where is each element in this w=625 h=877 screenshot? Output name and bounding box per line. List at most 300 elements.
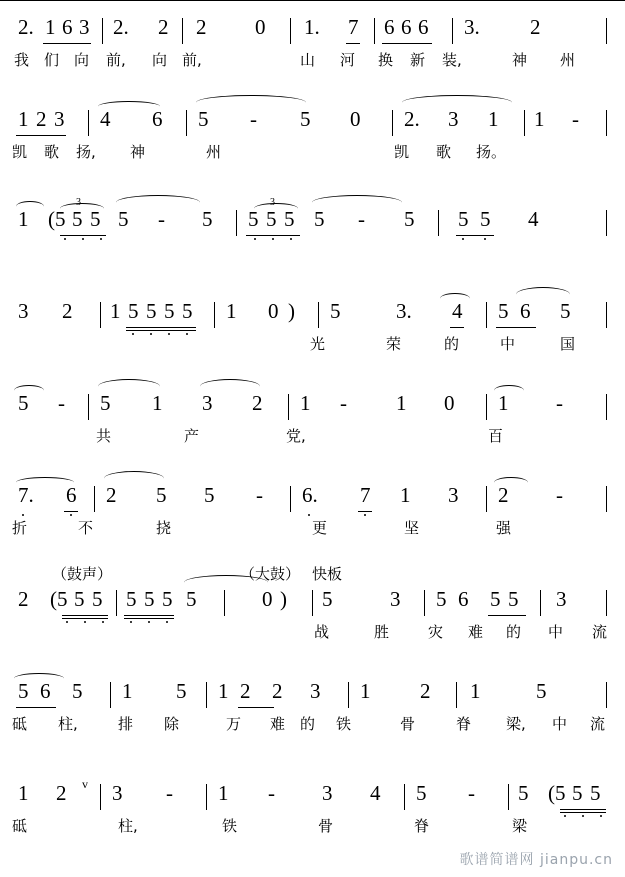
lyric: 脊 (414, 817, 430, 835)
note: 5 (248, 207, 259, 231)
note: 4 (370, 781, 381, 805)
lyric: 中 (548, 623, 564, 641)
barline (524, 110, 525, 136)
slur (14, 673, 64, 684)
lyric: 坚 (404, 519, 420, 537)
lyric: 挠 (156, 519, 172, 537)
beam (450, 327, 464, 328)
note: ) (280, 587, 287, 611)
note: 5 (490, 587, 501, 611)
lyric: 砥 (12, 715, 28, 733)
slur (14, 385, 44, 396)
note: 3 (390, 587, 401, 611)
note: 2 (56, 781, 67, 805)
lyric: 难 (468, 623, 484, 641)
note: 5 (204, 483, 215, 507)
note: 6 (40, 679, 51, 703)
note: 1 (300, 391, 311, 415)
note: 1 (498, 391, 509, 415)
system-9-notes (0, 772, 625, 812)
barline (94, 486, 95, 512)
note: - (340, 391, 347, 415)
note: 1 (360, 679, 371, 703)
annotation: （大鼓） (240, 567, 301, 583)
note: 1 (470, 679, 481, 703)
barline (88, 394, 89, 420)
system-8-notes (0, 670, 625, 710)
note: 5 (498, 299, 509, 323)
beam (560, 809, 606, 810)
system-9 (0, 772, 625, 840)
note: 5 (458, 207, 469, 231)
lyric: 凯 (12, 143, 28, 161)
note: - (250, 107, 257, 131)
beam (246, 235, 300, 236)
slur (200, 379, 260, 394)
note: 0 (350, 107, 361, 131)
barline (606, 210, 607, 236)
note: 2 (106, 483, 117, 507)
lyric: 更 (312, 519, 328, 537)
note: 5 (100, 391, 111, 415)
barline (100, 784, 101, 810)
barline (486, 302, 487, 328)
note: 1 (110, 299, 121, 323)
beam (126, 327, 196, 328)
note: (5 (548, 781, 566, 805)
note: - (358, 207, 365, 231)
note: 5 (518, 781, 529, 805)
barline (102, 18, 103, 44)
system-1-notes (0, 6, 625, 46)
beam (16, 707, 56, 708)
lyric: 不 (78, 519, 94, 537)
system-6-lyrics (0, 514, 625, 542)
system-2-lyrics (0, 138, 625, 166)
note: 7 (360, 483, 371, 507)
note: 0 (255, 15, 266, 39)
lyric: 中 (500, 335, 516, 353)
note: 5 (300, 107, 311, 131)
note: 2 (240, 679, 251, 703)
lyric: 州 (560, 51, 576, 69)
note: 6 (458, 587, 469, 611)
triplet-marker: 3 (270, 197, 275, 208)
note: 5 (182, 299, 193, 323)
note: 7. (18, 483, 34, 507)
barline (224, 590, 225, 616)
lyric: 我 (14, 51, 30, 69)
lyric: 脊 (456, 715, 472, 733)
note: 1. (304, 15, 320, 39)
system-3-notes (0, 198, 625, 238)
lyric: 共 (96, 427, 112, 445)
system-5-notes (0, 382, 625, 422)
barline (100, 302, 101, 328)
beam (238, 707, 274, 708)
lyric: 柱, (58, 715, 78, 733)
barline (206, 682, 207, 708)
lyric: 产 (184, 427, 200, 445)
system-3-lyrics (0, 238, 625, 266)
lyric: 神 (130, 143, 146, 161)
system-7-lyrics (0, 618, 625, 646)
note: 2. (404, 107, 420, 131)
system-3 (0, 198, 625, 266)
barline (424, 590, 425, 616)
note: 2 (498, 483, 509, 507)
note: 1 (152, 391, 163, 415)
lyric: 流 (592, 623, 608, 641)
system-1 (0, 6, 625, 74)
note: 7 (348, 15, 359, 39)
lyric: 河 (340, 51, 356, 69)
note: 5 (590, 781, 601, 805)
note: 5 (128, 299, 139, 323)
beam (496, 327, 536, 328)
slur (312, 195, 402, 210)
note: (5 (48, 207, 66, 231)
barline (236, 210, 237, 236)
note: 3 (556, 587, 567, 611)
lyric: 新 (410, 51, 426, 69)
barline (606, 682, 607, 708)
lyric: 难 (270, 715, 286, 733)
note: 5 (202, 207, 213, 231)
lyric: 荣 (386, 335, 402, 353)
note: 5 (72, 679, 83, 703)
note: 5 (156, 483, 167, 507)
note: 5 (330, 299, 341, 323)
lyric: 砥 (12, 817, 28, 835)
note: 5 (146, 299, 157, 323)
note: 2 (420, 679, 431, 703)
lyric: 灾 (428, 623, 444, 641)
beam (358, 511, 372, 512)
lyric: 中 (552, 715, 568, 733)
note: 1 (396, 391, 407, 415)
lyric: 前, (106, 51, 126, 69)
lyric: 战 (314, 623, 330, 641)
system-8 (0, 670, 625, 738)
barline (438, 210, 439, 236)
system-2 (0, 98, 625, 166)
note: 3 (310, 679, 321, 703)
barline (348, 682, 349, 708)
lyric: 万 (226, 715, 242, 733)
note: 3 (112, 781, 123, 805)
system-5 (0, 382, 625, 450)
beam (124, 615, 174, 616)
system-9-lyrics (0, 812, 625, 840)
note: 5 (162, 587, 173, 611)
note: 5 (74, 587, 85, 611)
note: 1 (218, 781, 229, 805)
note: 1 (18, 107, 29, 131)
barline (404, 784, 405, 810)
barline (214, 302, 215, 328)
note: 4 (100, 107, 111, 131)
note: 1 (18, 207, 29, 231)
note: 6. (302, 483, 318, 507)
annotation: 快板 (312, 567, 343, 583)
note: 1 (18, 781, 29, 805)
system-2-notes (0, 98, 625, 138)
note: 5 (72, 207, 83, 231)
system-8-lyrics (0, 710, 625, 738)
lyric: 换 (378, 51, 394, 69)
annotation: （鼓声） (52, 567, 113, 583)
note: 1 (400, 483, 411, 507)
beam (62, 615, 108, 616)
lyric: 铁 (222, 817, 238, 835)
slur (116, 195, 200, 210)
slur (60, 203, 104, 214)
beam (16, 135, 66, 136)
lyric: 国 (560, 335, 576, 353)
lyric: 歌 (436, 143, 452, 161)
system-4-notes (0, 290, 625, 330)
lyric: 百 (488, 427, 504, 445)
note: 2 (196, 15, 207, 39)
note: 4 (452, 299, 463, 323)
barline (186, 110, 187, 136)
slur (196, 95, 306, 110)
lyric: 前, (182, 51, 202, 69)
note: 2 (158, 15, 169, 39)
note: - (556, 391, 563, 415)
note: 2. (113, 15, 129, 39)
slur (254, 203, 298, 214)
note: 3 (448, 483, 459, 507)
note: 3 (448, 107, 459, 131)
note: 3 (54, 107, 65, 131)
note: 5 (176, 679, 187, 703)
note: 3 (79, 15, 90, 39)
note: 5 (436, 587, 447, 611)
barline (452, 18, 453, 44)
note: 1 (534, 107, 545, 131)
system-7-notes (0, 566, 625, 618)
note: 5 (90, 207, 101, 231)
barline (540, 590, 541, 616)
lyric: 除 (164, 715, 180, 733)
slur (16, 201, 44, 212)
note: 5 (322, 587, 333, 611)
lyric: 党, (286, 427, 306, 445)
slur (184, 575, 268, 590)
barline (374, 18, 375, 44)
barline (486, 394, 487, 420)
note: 5 (536, 679, 547, 703)
note: 0 (268, 299, 279, 323)
note: 5 (508, 587, 519, 611)
system-6 (0, 474, 625, 542)
note: 5 (404, 207, 415, 231)
barline (486, 486, 487, 512)
barline (110, 682, 111, 708)
mark: v (82, 777, 88, 791)
note: 5 (284, 207, 295, 231)
note: 2 (18, 587, 29, 611)
beam (60, 235, 106, 236)
note: 5 (198, 107, 209, 131)
site-watermark: 歌谱简谱网 jianpu.cn (459, 852, 613, 868)
system-4-lyrics (0, 330, 625, 358)
lyric: 扬, (76, 143, 96, 161)
note: 1 (226, 299, 237, 323)
barline (290, 486, 291, 512)
lyric: 们 (44, 51, 60, 69)
note: 0 (444, 391, 455, 415)
note: 2. (18, 15, 34, 39)
note: 6 (520, 299, 531, 323)
note: 5 (186, 587, 197, 611)
note: 5 (572, 781, 583, 805)
barline (206, 784, 207, 810)
note: - (556, 483, 563, 507)
lyric: 梁, (506, 715, 526, 733)
lyric: 向 (152, 51, 168, 69)
slur (104, 471, 164, 486)
note: 6 (384, 15, 395, 39)
lyric: 扬。 (476, 143, 507, 161)
lyric: 折 (12, 519, 28, 537)
lyric: 的 (300, 715, 316, 733)
note: - (256, 483, 263, 507)
barline (606, 302, 607, 328)
note: 6 (152, 107, 163, 131)
note: 1 (45, 15, 56, 39)
system-5-lyrics (0, 422, 625, 450)
note: 5 (18, 391, 29, 415)
note: 2 (530, 15, 541, 39)
lyric: 州 (206, 143, 222, 161)
lyric: 排 (118, 715, 134, 733)
note: - (166, 781, 173, 805)
barline (508, 784, 509, 810)
lyric: 梁 (512, 817, 528, 835)
slur (494, 477, 528, 488)
lyric: 歌 (44, 143, 60, 161)
barline (606, 590, 607, 616)
note: 6 (62, 15, 73, 39)
beam (382, 43, 432, 44)
note: 3 (18, 299, 29, 323)
lyric: 光 (310, 335, 326, 353)
lyric: 的 (444, 335, 460, 353)
slur (494, 385, 524, 396)
barline (606, 486, 607, 512)
note: 1 (122, 679, 133, 703)
note: 5 (416, 781, 427, 805)
note: - (468, 781, 475, 805)
lyric: 骨 (318, 817, 334, 835)
lyric: 柱, (118, 817, 138, 835)
barline (606, 394, 607, 420)
note: 0 (262, 587, 273, 611)
barline (318, 302, 319, 328)
beam (64, 511, 78, 512)
note: 4 (528, 207, 539, 231)
lyric: 神 (512, 51, 528, 69)
barline (392, 110, 393, 136)
note: 6 (66, 483, 77, 507)
note: 2 (272, 679, 283, 703)
barline (606, 18, 607, 44)
note: - (58, 391, 65, 415)
barline (88, 110, 89, 136)
lyric: 向 (74, 51, 90, 69)
note: 3. (464, 15, 480, 39)
beam (346, 43, 360, 44)
note: 5 (480, 207, 491, 231)
barline (182, 18, 183, 44)
note: 2 (62, 299, 73, 323)
lyric: 凯 (394, 143, 410, 161)
note: 5 (144, 587, 155, 611)
note: 3 (322, 781, 333, 805)
note: 6 (401, 15, 412, 39)
note: 5 (92, 587, 103, 611)
note: 5 (164, 299, 175, 323)
note: - (158, 207, 165, 231)
note: ) (288, 299, 295, 323)
slur (440, 293, 470, 304)
triplet-marker: 3 (76, 197, 81, 208)
lyric: 的 (506, 623, 522, 641)
system-6-notes (0, 474, 625, 514)
slur (98, 101, 160, 112)
system-7 (0, 566, 625, 646)
barline (606, 110, 607, 136)
note: 2 (252, 391, 263, 415)
lyric: 流 (590, 715, 606, 733)
barline (456, 682, 457, 708)
lyric: 铁 (336, 715, 352, 733)
note: (5 (50, 587, 68, 611)
note: 2 (36, 107, 47, 131)
beam (43, 43, 91, 44)
note: 5 (266, 207, 277, 231)
slur (98, 379, 160, 394)
note: - (268, 781, 275, 805)
lyric: 胜 (374, 623, 390, 641)
note: 5 (126, 587, 137, 611)
barline (116, 590, 117, 616)
barline (288, 394, 289, 420)
note: 6 (418, 15, 429, 39)
system-1-lyrics (0, 46, 625, 74)
note: 1 (488, 107, 499, 131)
lyric: 骨 (400, 715, 416, 733)
note: 3 (202, 391, 213, 415)
barline (290, 18, 291, 44)
slur (16, 477, 74, 488)
beam (456, 235, 494, 236)
system-4 (0, 290, 625, 358)
note: 5 (314, 207, 325, 231)
note: 5 (118, 207, 129, 231)
lyric: 装, (442, 51, 462, 69)
lyric: 山 (300, 51, 316, 69)
barline (312, 590, 313, 616)
note: - (572, 107, 579, 131)
note: 3. (396, 299, 412, 323)
beam (488, 615, 526, 616)
note: 5 (18, 679, 29, 703)
note: 5 (560, 299, 571, 323)
